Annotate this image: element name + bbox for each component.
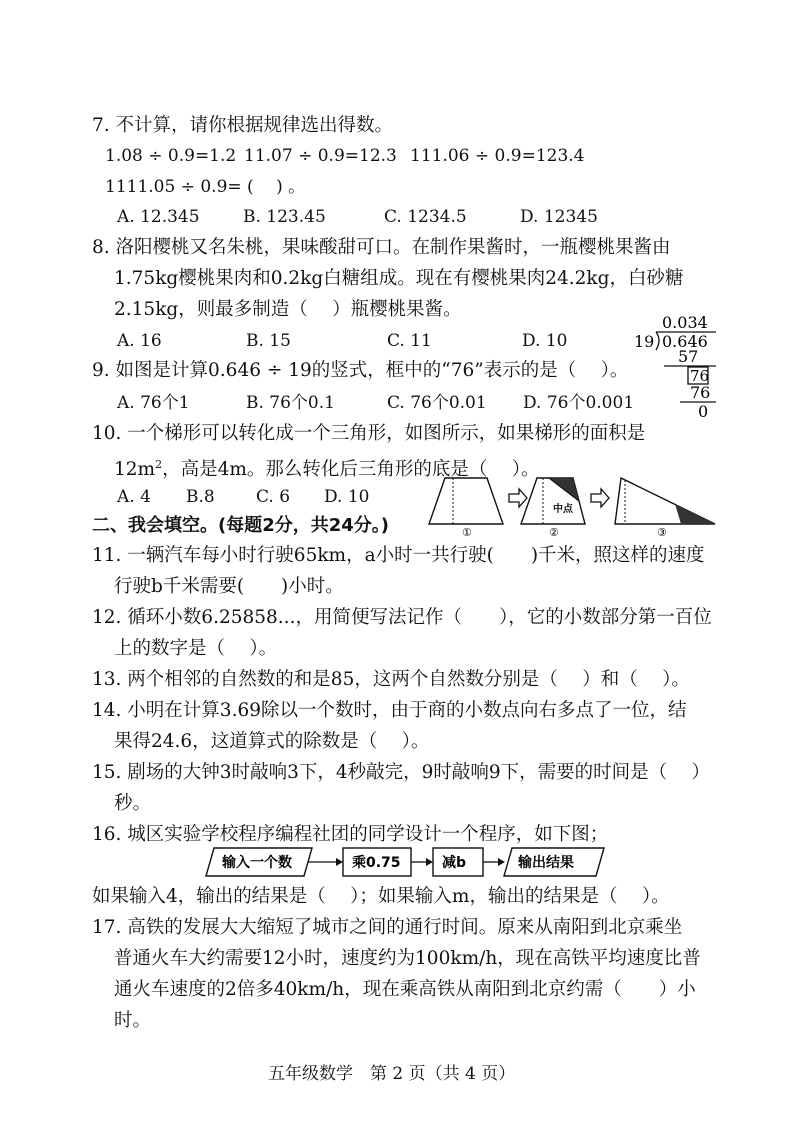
- q13-line-1: 13. 两个相邻的自然数的和是85，这两个自然数分别是（ ）和（ ）。: [92, 669, 690, 690]
- q14-line-1: 14. 小明在计算3.69除以一个数时，由于商的小数点向右多点了一位，结: [92, 700, 687, 721]
- q17-line-1: 17. 高铁的发展大大缩短了城市之间的通行时间。原来从南阳到北京乘坐: [92, 917, 683, 938]
- q17-line-4: 时。: [114, 1010, 152, 1031]
- q15-line-1: 15. 剧场的大钟3时敲响3下，4秒敲完，9时敲响9下，需要的时间是（ ）: [92, 762, 711, 783]
- q11-line-1: 11. 一辆汽车每小时行驶65km，a小时一共行驶( )千米，照这样的速度: [92, 545, 705, 566]
- trapezoid-figure: [425, 470, 720, 540]
- q14-line-2: 果得24.6，这道算式的除数是（ ）。: [114, 731, 430, 752]
- figure-2-label: ②: [549, 526, 559, 539]
- q11-line-2: 行驶b千米需要( )小时。: [114, 576, 344, 597]
- division-remainder: 0: [698, 402, 709, 421]
- q9-option-c: C. 76个0.01: [387, 393, 487, 413]
- q8-option-a: A. 16: [117, 331, 162, 351]
- arrow-icon: [336, 858, 343, 866]
- q15-line-2: 秒。: [114, 793, 152, 814]
- q10-area-sup: 2: [155, 458, 163, 471]
- flow-multiply-text: 乘0.75: [352, 855, 401, 871]
- q12-line-2: 上的数字是（ ）。: [114, 638, 278, 659]
- q10-option-a: A. 4: [117, 487, 151, 507]
- division-step-2: 76: [690, 383, 711, 402]
- q10-line-2-rest: ，高是4m。那么转化后三角形的底是（ ）。: [162, 459, 540, 481]
- q16-line-2: 如果输入4，输出的结果是（ ）；如果输入m，输出的结果是（ ）。: [92, 886, 670, 907]
- division-step-1: 57: [678, 347, 699, 366]
- q8-option-d: D. 10: [522, 331, 568, 351]
- q8-line-2: 1.75kg樱桃果肉和0.2kg白糖组成。现在有樱桃果肉24.2kg，白砂糖: [114, 268, 684, 289]
- figure-1-label: ①: [462, 526, 472, 539]
- figure-3-triangle: [615, 478, 715, 539]
- q7-option-a: A. 12.345: [117, 207, 200, 227]
- arrow-icon: [426, 858, 433, 866]
- figure-1-trapezoid: [429, 478, 503, 539]
- q7-expr-1: 1.08 ÷ 0.9=1.2: [105, 146, 237, 166]
- q17-line-2: 普通火车大约需要12小时，速度约为100km/h，现在高铁平均速度比普: [114, 948, 701, 969]
- q12-line-1: 12. 循环小数6.25858...，用简便写法记作（ ），它的小数部分第一百位: [92, 607, 712, 628]
- division-boxed-76: 76: [690, 367, 710, 385]
- q8-option-c: C. 11: [387, 331, 432, 351]
- program-flowchart: [200, 845, 610, 879]
- page-footer: 五年级数学 第 2 页（共 4 页）: [268, 1064, 516, 1084]
- q10-option-d: D. 10: [324, 487, 370, 507]
- q8-line-3: 2.15kg，则最多制造（ ）瓶樱桃果酱。: [114, 299, 462, 320]
- q9-option-b: B. 76个0.1: [246, 393, 335, 413]
- arrow-icon: [509, 489, 527, 507]
- section-2-heading: 二、我会填空。(每题2分，共24分。): [92, 515, 390, 536]
- q9-option-a: A. 76个1: [117, 393, 190, 413]
- flow-input-text: 输入一个数: [222, 855, 292, 871]
- q8-option-b: B. 15: [246, 331, 291, 351]
- figure-3-label: ③: [657, 526, 667, 539]
- q7-expr-4: 1111.05 ÷ 0.9= ( ) 。: [105, 177, 306, 197]
- division-dividend: 0.646: [662, 332, 708, 351]
- q10-area: 12m: [114, 459, 156, 481]
- flow-output-text: 输出结果: [518, 855, 574, 871]
- q10-option-b: B.8: [186, 487, 215, 507]
- flow-subtract-text: 减b: [442, 855, 467, 871]
- division-quotient: 0.034: [662, 313, 708, 332]
- arrow-icon: [498, 858, 505, 866]
- q7-stem: 7. 不计算，请你根据规律选出得数。: [92, 115, 394, 136]
- q7-option-b: B. 123.45: [243, 207, 326, 227]
- q9-option-d: D. 76个0.001: [523, 393, 635, 413]
- q16-line-1: 16. 城区实验学校程序编程社团的同学设计一个程序，如下图；: [92, 824, 609, 845]
- long-division-figure: [620, 310, 720, 422]
- q7-expr-3: 111.06 ÷ 0.9=123.4: [410, 146, 585, 166]
- q10-option-c: C. 6: [256, 487, 291, 507]
- division-divisor: 19: [634, 332, 655, 351]
- q8-line-1: 8. 洛阳樱桃又名朱桃，果味酸甜可口。在制作果酱时，一瓶樱桃果酱由: [92, 237, 671, 258]
- figure-2-midpoint-text: 中点: [553, 504, 573, 515]
- q7-expr-2: 11.07 ÷ 0.9=12.3: [244, 146, 397, 166]
- q17-line-3: 通火车速度的2倍多40km/h，现在乘高铁从南阳到北京约需（ ）小: [114, 979, 696, 1000]
- figure-2-cut-trapezoid: [521, 478, 585, 539]
- q10-line-1: 10. 一个梯形可以转化成一个三角形，如图所示，如果梯形的面积是: [92, 423, 646, 444]
- q9-stem: 9. 如图是计算0.646 ÷ 19的竖式，框中的“76”表示的是（ ）。: [92, 360, 629, 381]
- q7-option-c: C. 1234.5: [384, 207, 467, 227]
- q7-option-d: D. 12345: [520, 207, 598, 227]
- arrow-icon: [591, 489, 609, 507]
